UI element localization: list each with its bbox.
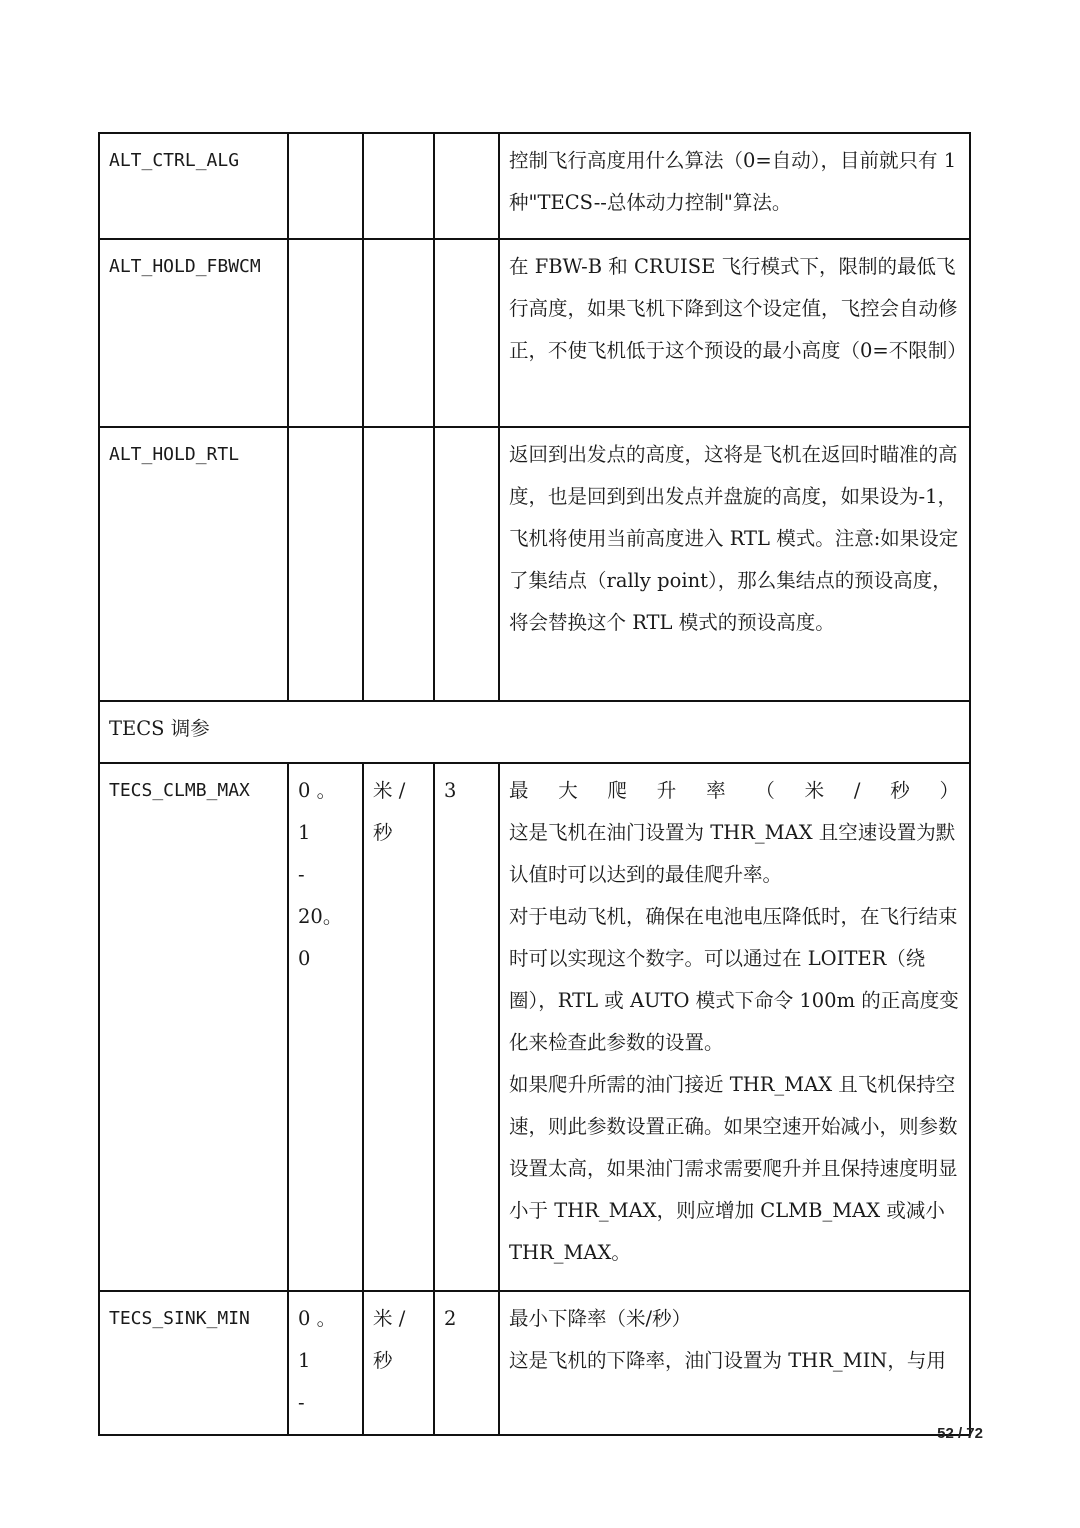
unit-cell: [363, 239, 434, 427]
param-description: 在 FBW-B 和 CRUISE 飞行模式下，限制的最低飞行高度，如果飞机下降到这个设定值，飞控会自动修正，不使飞机低于这个预设的最小高度（0=不限制）: [509, 255, 967, 362]
section-title: TECS 调参: [109, 717, 210, 740]
unit-line: 秒: [373, 821, 393, 844]
section-cell: [99, 701, 970, 763]
default-cell: [434, 763, 499, 1291]
unit-cell: [363, 763, 434, 1291]
range-cell: [288, 239, 363, 427]
description-cell: [499, 133, 970, 239]
param-name: ALT_HOLD_RTL: [109, 444, 240, 465]
default-cell: [434, 427, 499, 701]
table-row: [99, 427, 970, 701]
param-name-cell: [99, 133, 288, 239]
description-paragraph: 最小下降率（米/秒）: [509, 1307, 692, 1330]
range-cell: [288, 1291, 363, 1435]
range-cell: [288, 133, 363, 239]
range-line: -: [298, 1391, 305, 1414]
default-cell: [434, 133, 499, 239]
param-name-cell: [99, 1291, 288, 1435]
unit-cell: [363, 1291, 434, 1435]
table-row: [99, 763, 970, 1291]
description-cell: [499, 427, 970, 701]
table-row: [99, 133, 970, 239]
description-paragraph: 对于电动飞机，确保在电池电压降低时，在飞行结束时可以实现这个数字。可以通过在 LOITER（绕圈），RTL 或 AUTO 模式下命令 100m 的正高度变化来检查此参数的设置。: [509, 905, 959, 1054]
description-cell: [499, 763, 970, 1291]
unit-line: 米 /: [373, 1307, 406, 1330]
description-cell: [499, 1291, 970, 1435]
param-name: ALT_HOLD_FBWCM: [109, 256, 261, 277]
unit-line: 米 /: [373, 779, 406, 802]
description-paragraph: 这是飞机在油门设置为 THR_MAX 且空速设置为默认值时可以达到的最佳爬升率。: [509, 821, 956, 886]
default-cell: [434, 239, 499, 427]
section-row: [99, 701, 970, 763]
default-cell: [434, 1291, 499, 1435]
description-paragraph: 如果爬升所需的油门接近 THR_MAX 且飞机保持空速，则此参数设置正确。如果空速开始减小，则参数设置太高，如果油门需求需要爬升并且保持速度明显小于 THR_MAX，则应增加 CLMB_MAX 或减小 THR_MAX。: [509, 1073, 958, 1264]
range-cell: [288, 763, 363, 1291]
default-value: 3: [444, 779, 457, 802]
param-name: ALT_CTRL_ALG: [109, 150, 240, 171]
range-cell: [288, 427, 363, 701]
page-number: 52 / 72: [937, 1425, 983, 1442]
unit-cell: [363, 427, 434, 701]
param-name: TECS_SINK_MIN: [109, 1308, 250, 1329]
range-line: 20。0: [298, 905, 343, 970]
range-line: -: [298, 863, 305, 886]
param-description: 控制飞行高度用什么算法（0=自动），目前就只有 1 种"TECS--总体动力控制"算法。: [509, 149, 957, 214]
table-row: [99, 239, 970, 427]
param-name-cell: [99, 427, 288, 701]
parameter-table: [98, 132, 971, 1436]
unit-line: 秒: [373, 1349, 393, 1372]
description-cell: [499, 239, 970, 427]
param-name-cell: [99, 239, 288, 427]
default-value: 2: [444, 1307, 457, 1330]
description-heading: 最 大 爬 升 率 （ 米 / 秒 ）: [509, 779, 959, 802]
unit-cell: [363, 133, 434, 239]
param-name-cell: [99, 763, 288, 1291]
range-line: 0 。 1: [298, 779, 337, 844]
description-paragraph: 这是飞机的下降率，油门设置为 THR_MIN，与用: [509, 1349, 946, 1372]
table-row: [99, 1291, 970, 1435]
param-description: 返回到出发点的高度，这将是飞机在返回时瞄准的高度，也是回到到出发点并盘旋的高度，如果设为-1，飞机将使用当前高度进入 RTL 模式。注意:如果设定了集结点（rally point），那么集结点的预设高度，将会替换这个 RTL 模式的预设高度。: [509, 443, 959, 634]
param-name: TECS_CLMB_MAX: [109, 780, 250, 801]
range-line: 0 。 1: [298, 1307, 337, 1372]
